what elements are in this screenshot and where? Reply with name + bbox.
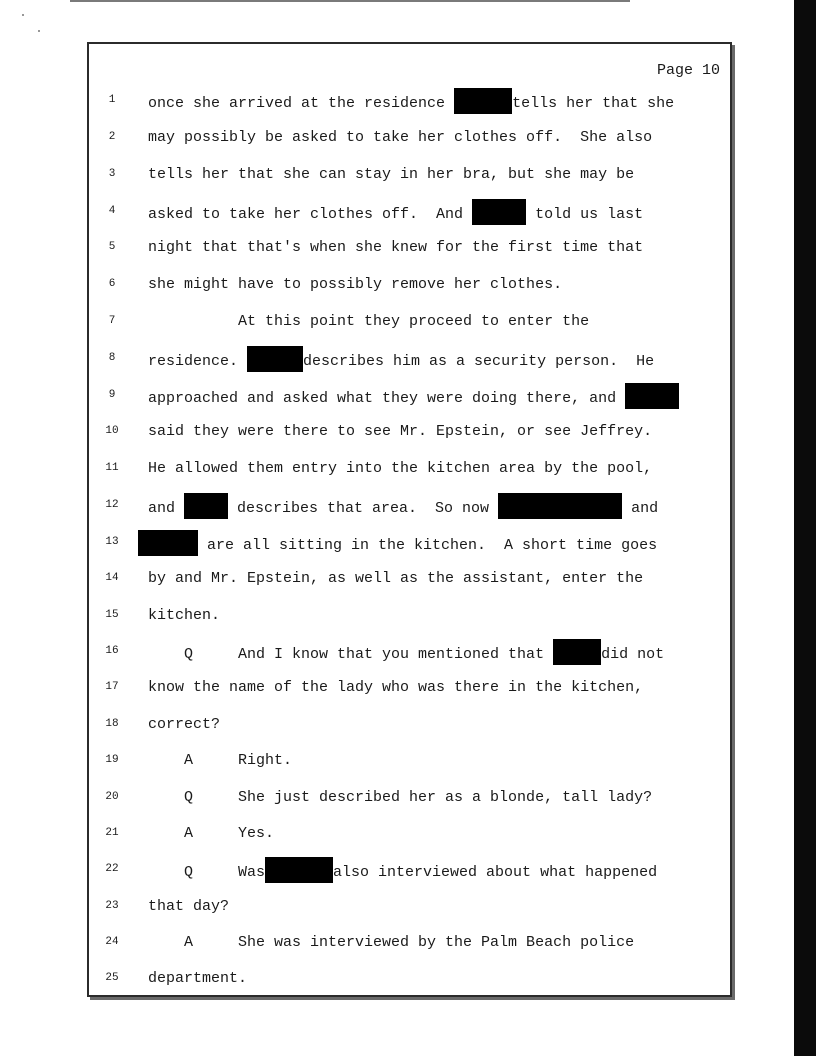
transcript-line [0,714,760,738]
line-text: A Yes. [148,825,275,842]
line-text [148,859,657,885]
line-text [138,532,657,558]
redaction-box [184,493,228,519]
line-text: night that that's when she knew for the first time that [148,239,644,256]
scan-speck [22,14,24,16]
transcript-line [0,164,760,188]
line-number: 10 [105,425,119,437]
text-segment: once she arrived at the residence [148,94,455,112]
line-text: may possibly be asked to take her clothes off. She also [148,129,653,146]
redaction-box [454,88,512,114]
transcript-line [0,932,760,956]
line-number: 1 [108,94,116,106]
text-segment: and [622,499,659,517]
transcript-line [0,421,760,445]
line-text: by and Mr. Epstein, as well as the assistant, enter the [148,570,644,587]
transcript-line [0,127,760,151]
line-text: At this point they proceed to enter the [148,313,590,330]
transcript-line [0,859,760,883]
line-text [148,348,654,374]
line-number: 6 [108,278,116,290]
text-segment: Q Was [148,863,266,881]
line-number: 12 [105,499,119,511]
transcript-line [0,495,760,519]
transcript-line [0,968,760,992]
text-segment: Q And I know that you mentioned that [148,645,554,663]
line-number: 7 [108,315,116,327]
line-number: 14 [105,572,119,584]
line-number: 8 [108,352,116,364]
text-segment: describes that area. So now [228,499,499,517]
transcript-line [0,823,760,847]
transcript-line [0,348,760,372]
line-text [148,90,674,116]
line-number: 19 [105,754,119,766]
redaction-box [472,199,526,225]
transcript-line [0,677,760,701]
line-number: 25 [105,972,119,984]
transcript-line [0,750,760,774]
text-segment: told us last [526,205,644,223]
transcript-line [0,458,760,482]
page-number: Page 10 [656,62,720,79]
text-segment: are all sitting in the kitchen. A short time goes [198,536,658,554]
transcript-line [0,90,760,114]
redaction-box [138,530,198,556]
text-segment: describes him as a security person. He [303,352,655,370]
line-text: department. [148,970,248,987]
scan-edge-bar [794,0,816,1056]
line-number: 9 [108,389,116,401]
text-segment: and [148,499,185,517]
line-text: A Right. [148,752,293,769]
line-number: 20 [105,791,119,803]
line-text: kitchen. [148,607,221,624]
line-text: Q She just described her as a blonde, tall lady? [148,789,653,806]
transcript-line [0,568,760,592]
line-text: said they were there to see Mr. Epstein, or see Jeffrey. [148,423,653,440]
redaction-box [625,383,679,409]
scan-speck [38,30,40,32]
line-text: He allowed them entry into the kitchen area by the pool, [148,460,653,477]
redaction-box [498,493,622,519]
line-text: correct? [148,716,221,733]
line-number: 13 [105,536,119,548]
transcript-line [0,201,760,225]
text-segment: also interviewed about what happened [333,863,658,881]
line-number: 21 [105,827,119,839]
line-text: know the name of the lady who was there in the kitchen, [148,679,644,696]
line-number: 4 [108,205,116,217]
text-segment: did not [601,645,665,663]
line-number: 23 [105,900,119,912]
text-segment: tells her that she [512,94,675,112]
line-number: 18 [105,718,119,730]
line-text [148,385,679,411]
transcript-line [0,237,760,261]
line-number: 22 [105,863,119,875]
line-number: 15 [105,609,119,621]
line-text [148,495,658,521]
line-number: 17 [105,681,119,693]
transcript-line [0,605,760,629]
line-number: 3 [108,168,116,180]
line-number: 5 [108,241,116,253]
line-text [148,201,643,227]
transcript-line [0,641,760,665]
line-text: that day? [148,898,230,915]
line-text: tells her that she can stay in her bra, but she may be [148,166,635,183]
text-segment: residence. [148,352,248,370]
line-number: 16 [105,645,119,657]
line-text [148,641,664,667]
transcript-line [0,385,760,409]
transcript-line [0,532,760,556]
line-number: 24 [105,936,119,948]
line-number: 2 [108,131,116,143]
line-text: she might have to possibly remove her clothes. [148,276,563,293]
text-segment: approached and asked what they were doing there, and [148,389,626,407]
redaction-box [265,857,333,883]
transcript-line [0,787,760,811]
line-number: 11 [105,462,119,474]
top-rule [70,0,630,2]
text-segment: asked to take her clothes off. And [148,205,473,223]
transcript-line [0,896,760,920]
transcript-line [0,274,760,298]
redaction-box [553,639,601,665]
transcript-line [0,311,760,335]
line-text: A She was interviewed by the Palm Beach police [148,934,635,951]
redaction-box [247,346,303,372]
